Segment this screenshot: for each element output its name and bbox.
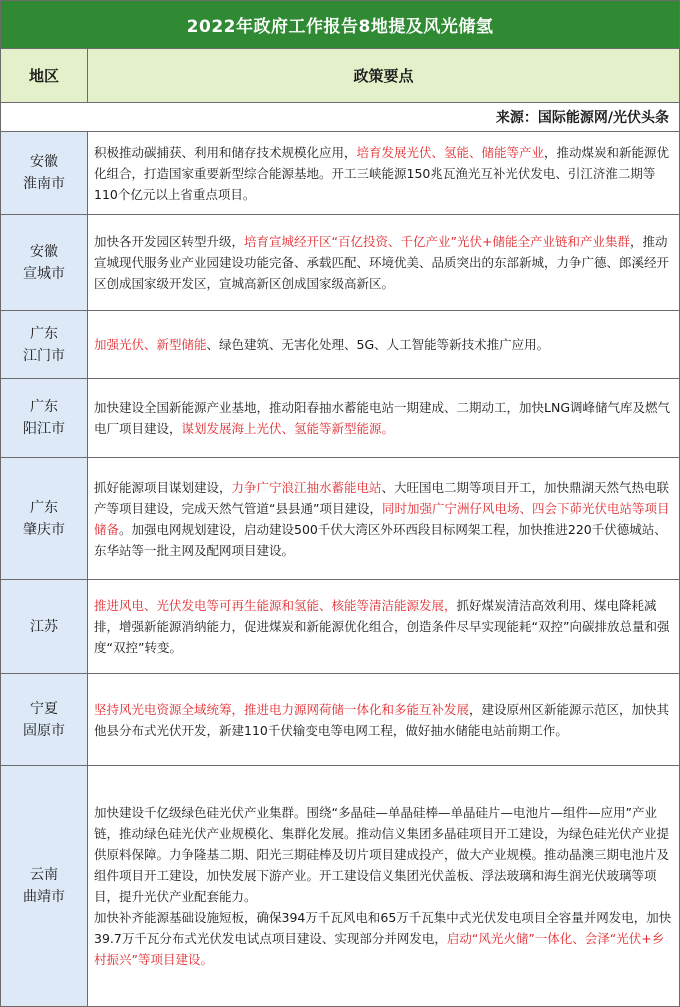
region-city: 曲靖市 [23, 889, 65, 905]
policy-text: ，推动煤炭和新能源优化组合，打造国家重要新型综合能源基地。开工三峡能源150兆瓦渔光互补光伏发电、引江济淮二期等110个亿元以上省重点项目。 [94, 144, 670, 202]
policy-cell [88, 458, 679, 579]
header-region: 地区 [1, 49, 88, 102]
region-cell [1, 215, 88, 310]
table-row [1, 766, 679, 1006]
policy-cell [88, 132, 679, 214]
policy-highlight: 谋划发展海上光伏、氢能等新型能源。 [181, 421, 395, 436]
policy-cell [88, 215, 679, 310]
source-note: 来源：国际能源网/光伏头条 [1, 103, 679, 132]
policy-paragraph [94, 231, 674, 294]
region-cell [1, 132, 88, 214]
table-row [1, 379, 679, 458]
region-province: 安徽 [30, 154, 58, 170]
policy-text: ，建设原州区新能源示范区，加快其他县分布式光伏开发，新建110千伏输变电等电网工程，做好抽水储能电站前期工作。 [94, 701, 670, 738]
policy-cell [88, 766, 679, 1006]
policy-cell [88, 580, 679, 673]
region-cell [1, 580, 88, 673]
region-province: 安徽 [30, 243, 58, 260]
policy-cell [88, 674, 679, 765]
region-cell [1, 311, 88, 378]
table-row [1, 674, 679, 766]
policy-highlight: 推进风电、光伏发电等可再生能源和氢能、核能等清洁能源发展， [94, 598, 457, 613]
policy-highlight: 加强光伏、新型储能 [94, 337, 207, 352]
policy-text: 加快建设全国新能源产业基地，推动阳春抽水蓄能电站一期建成、二期动工，加快LNG调峰储气库及燃气电厂项目建设， [94, 400, 671, 436]
table-row [1, 458, 679, 580]
region-city: 固原市 [23, 722, 65, 739]
policy-text: 加快各开发园区转型升级， [94, 234, 245, 249]
policy-text: 、绿色建筑、无害化处理、5G、人工智能等新技术推广应用。 [206, 337, 550, 352]
policy-text: 抓好煤炭清洁高效利用、煤电降耗减排，增强新能源消纳能力，促进煤炭和新能源优化组合，创造条件尽早实现能耗“双控”向碳排放总量和强度“双控”转变。 [94, 598, 670, 655]
region-province: 广东 [30, 499, 58, 516]
region-province: 广东 [30, 399, 58, 415]
region-city: 阳江市 [23, 421, 65, 437]
policy-text: ，推动宣城现代服务业产业园建设功能完备、承载匹配、环境优美、品质突出的东部新城，力争广德、郎溪经开区创成国家级开发区，宣城高新区创成国家级高新区。 [94, 234, 670, 291]
policy-text: 。加强电网规划建设，启动建设500千伏大湾区外环西段目标网架工程，加快推进220千伏德城站、东华站等一批主网及配网项目建设。 [94, 521, 667, 558]
policy-paragraph [94, 802, 674, 907]
policy-paragraph [94, 595, 674, 658]
policy-paragraph [94, 397, 674, 439]
policy-paragraph [94, 142, 674, 205]
region-province: 宁夏 [30, 700, 58, 717]
policy-highlight: 坚持风光电资源全域统筹，推进电力源网荷储一体化和多能互补发展 [94, 701, 470, 717]
policy-cell [88, 379, 679, 457]
header-policy: 政策要点 [353, 67, 414, 85]
policy-highlight: 启动“风光火储”一体化、会泽“光伏+乡村振兴”等项目建设。 [94, 931, 665, 967]
region-cell [1, 674, 88, 765]
policy-paragraph [94, 334, 674, 355]
region-city: 宣城市 [23, 265, 65, 282]
policy-paragraph [94, 907, 674, 970]
region-city: 淮南市 [23, 176, 65, 192]
policy-text: 、大旺国电二期等项目开工，加快鼎湖天然气热电联产等项目建设，完成天然气管道“县县通”项目建设， [94, 479, 670, 516]
region-province: 云南 [30, 867, 58, 883]
policy-highlight: 培育宣城经开区“百亿投资、千亿产业”光伏+储能全产业链和产业集群 [244, 234, 630, 249]
policy-text: 加快建设千亿级绿色硅光伏产业集群。围绕“多晶硅—单晶硅棒—单晶硅片—电池片—组件—应用”产业链，推动绿色硅光伏产业规模化、集群化发展。推动信义集团多晶硅项目开工建设，为绿色硅光伏产业提供原料保障。力争隆基二期、阳光三期硅棒及切片项目建成投产，做大产业规模。推动晶澳三期电池片及组件项目开工建设，加快发展下游产业。开工建设信义集团光伏盖板、浮法玻璃和海生润光伏玻璃等项目，提升光伏产业配套能力。 [94, 805, 670, 904]
table-row [1, 215, 679, 311]
region-city: 肇庆市 [23, 521, 65, 538]
policy-paragraph [94, 477, 674, 561]
region-city: 江门市 [23, 347, 65, 364]
policy-highlight: 力争广宁浪江抽水蓄能电站 [231, 479, 382, 495]
region-province: 江苏 [30, 618, 58, 635]
table-row [1, 132, 679, 215]
policy-text: 积极推动碳捕获、利用和储存技术规模化应用， [94, 144, 357, 160]
policy-highlight: 同时加强广宁洲仔风电场、四会下茆光伏电站等项目储备 [94, 500, 670, 537]
policy-paragraph [94, 699, 674, 741]
policy-text: 抓好能源项目谋划建设， [94, 479, 232, 495]
table-row [1, 311, 679, 379]
region-cell [1, 379, 88, 457]
table-header [1, 49, 679, 103]
region-cell [1, 766, 88, 1006]
region-cell [1, 458, 88, 579]
policy-text: 加快补齐能源基础设施短板，确保394万千瓦风电和65万千瓦集中式光伏发电项目全容量并网发电，加快39.7万千瓦分布式光伏发电试点项目建设、实现部分并网发电， [94, 910, 672, 946]
policy-highlight: 培育发展光伏、氢能、储能等产业 [356, 144, 545, 160]
policy-cell [88, 311, 679, 378]
table-title: 2022年政府工作报告8地提及风光储氢 [1, 1, 679, 49]
region-province: 广东 [30, 325, 58, 342]
table-row [1, 580, 679, 674]
